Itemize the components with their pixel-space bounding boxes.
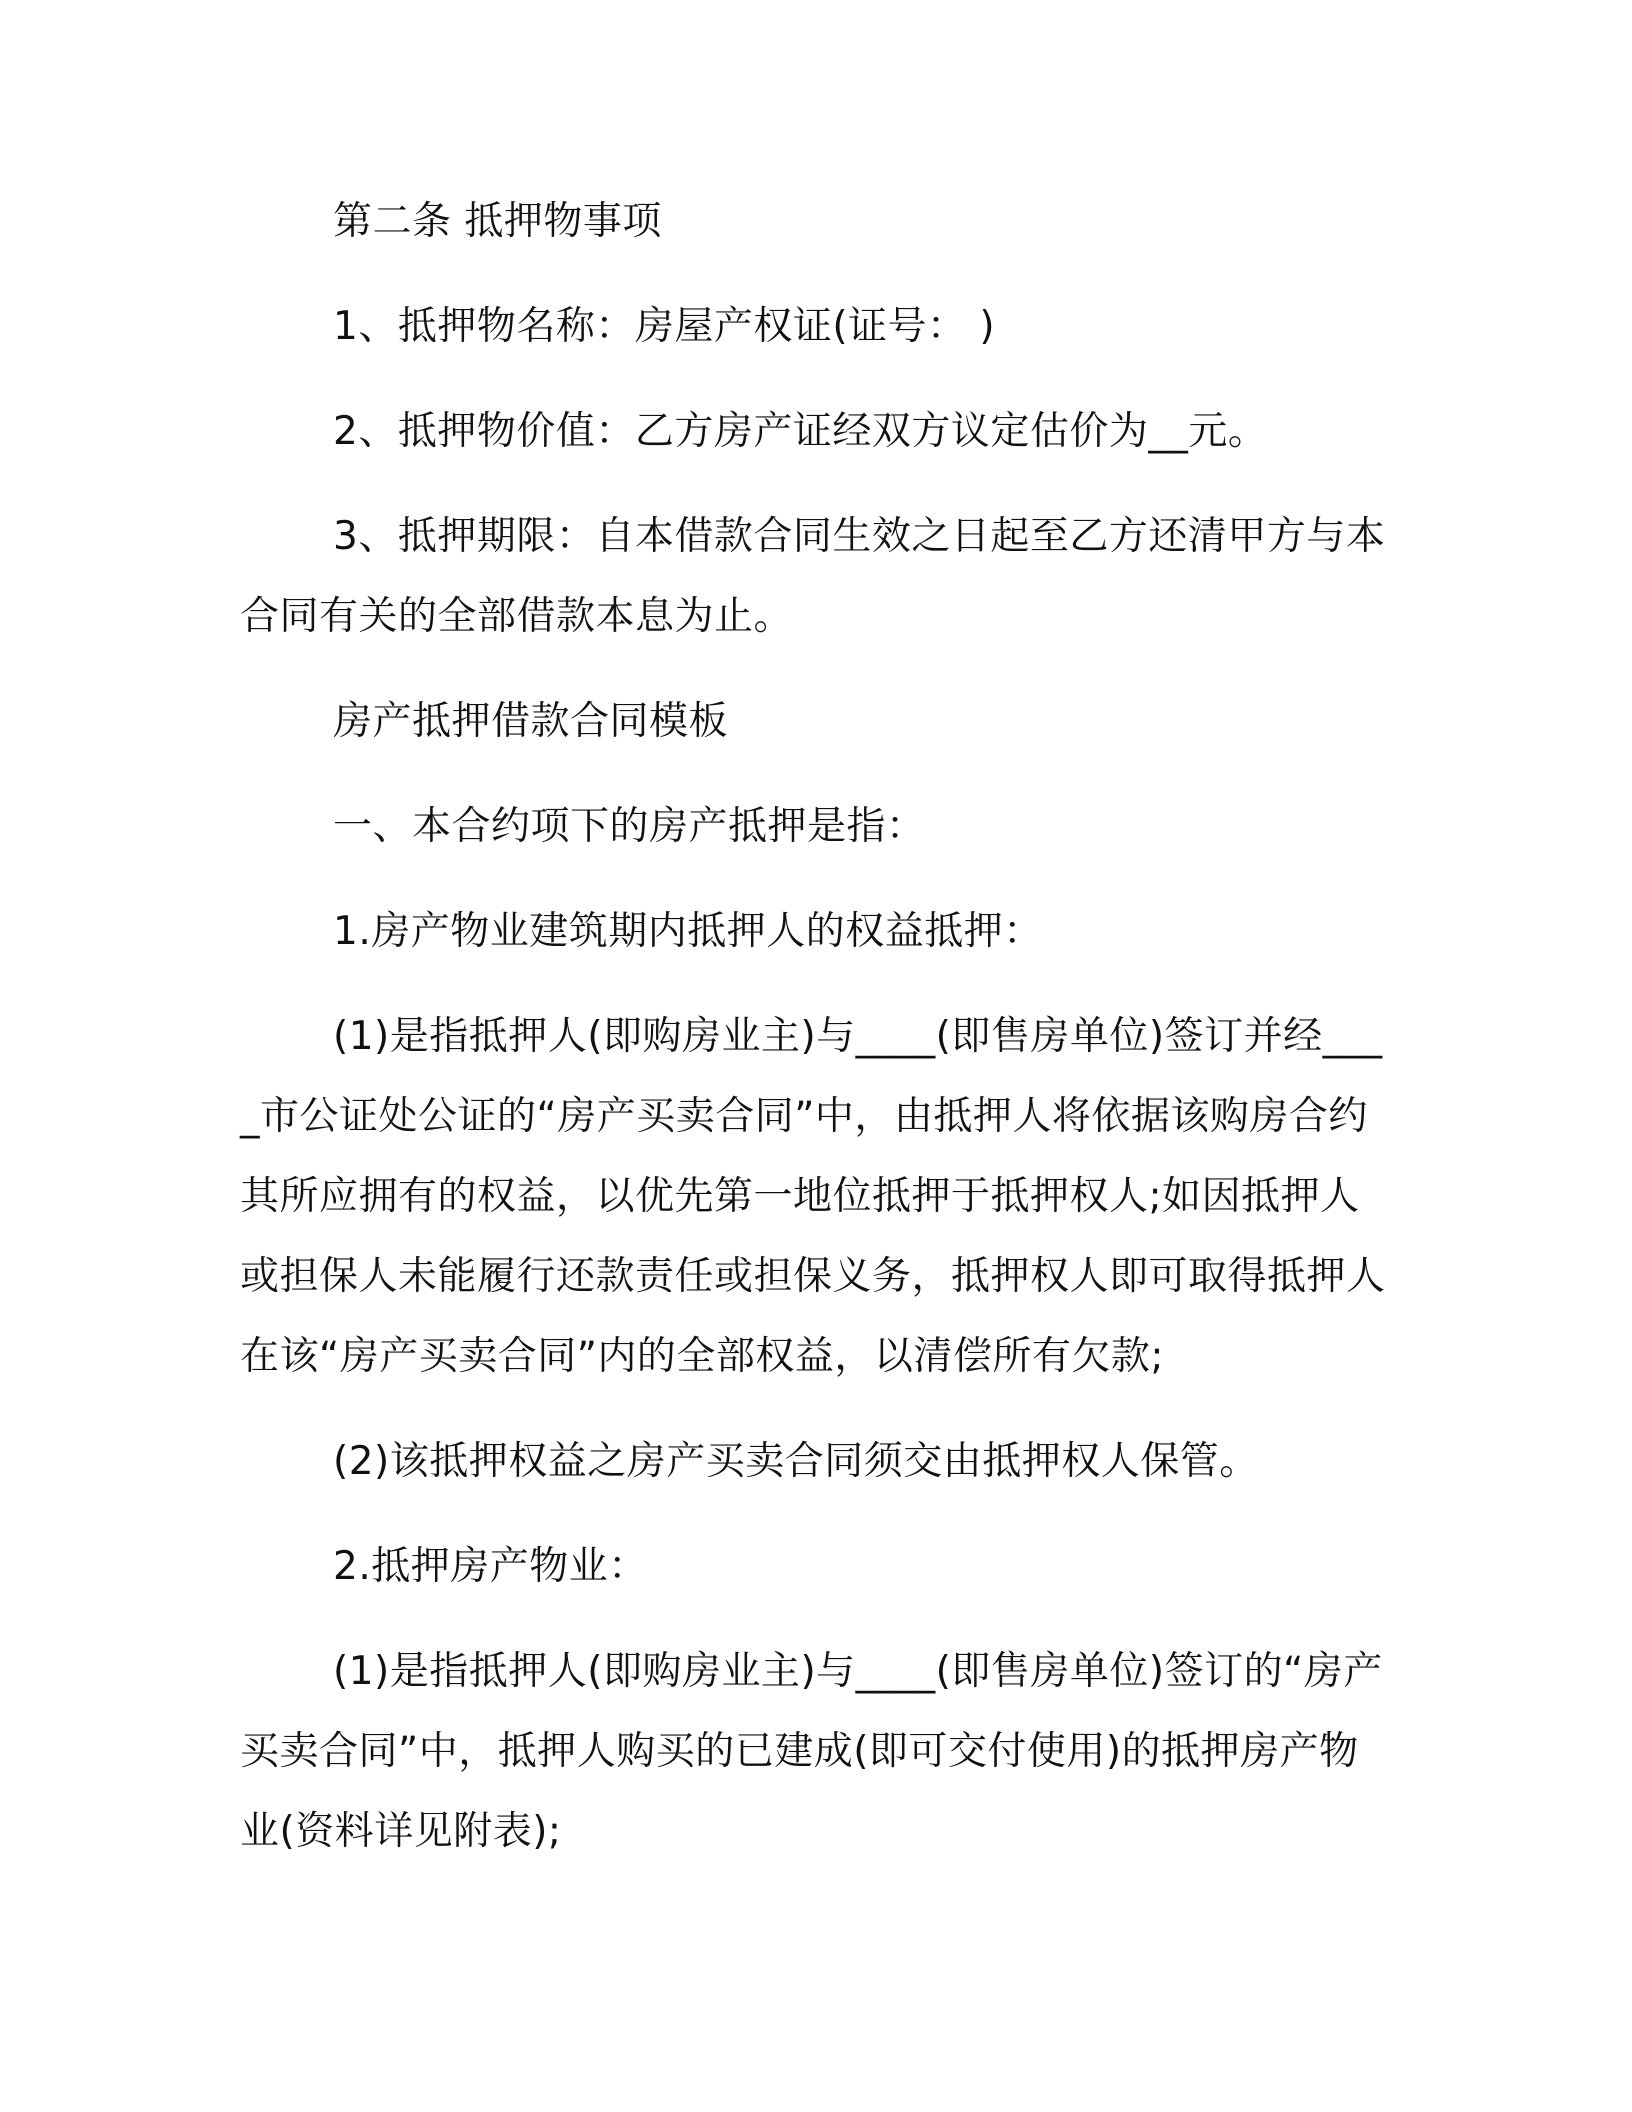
document-body [240,182,1390,1872]
mortgage-term-item: 3、抵押期限：自本借款合同生效之日起至乙方还清甲方与本合同有关的全部借款本息为止。 [240,514,1386,639]
property-clause: (1)是指抵押人(即购房业主)与____(即售房单位)签订的“房产买卖合同”中，抵押人购买的已建成(即可交付使用)的抵押房产物业(资料详见附表); [240,1649,1383,1854]
property-heading: 2.抵押房产物业： [333,1544,648,1589]
subsection-heading: 1.房产物业建筑期内抵押人的权益抵押： [333,909,1043,954]
collateral-value-item: 2、抵押物价值：乙方房产证经双方议定估价为__元。 [333,409,1268,454]
collateral-name-item: 1、抵押物名称：房屋产权证(证号： ) [333,304,996,349]
template-title: 房产抵押借款合同模板 [333,699,729,744]
section-heading: 一、本合约项下的房产抵押是指： [333,804,926,849]
rights-mortgage-clause: (1)是指抵押人(即购房业主)与____(即售房单位)签订并经____市公证处公证的“房产买卖合同”中，由抵押人将依据该购房合约其所应拥有的权益，以优先第一地位抵押于抵押权人;如因抵押人或担保人未能履行还款责任或担保义务，抵押权人即可取得抵押人在该“房产买卖合同”内的全部权益，以清偿所有欠款; [240,1014,1386,1379]
article-heading: 第二条 抵押物事项 [333,199,662,244]
custody-clause: (2)该抵押权益之房产买卖合同须交由抵押权人保管。 [333,1439,1259,1484]
